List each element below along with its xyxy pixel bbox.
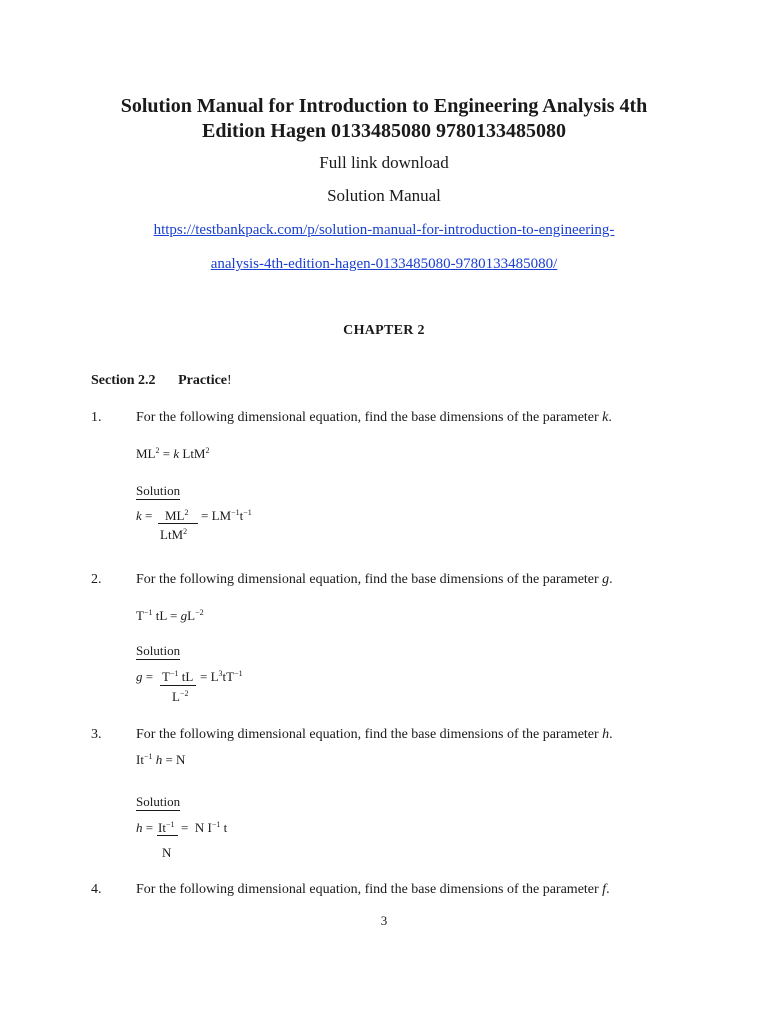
section-heading (91, 373, 232, 389)
problem-3-solution-result: = N $I^{-1}$ t (181, 820, 228, 835)
download-link-text-2[interactable]: analysis-4th-edition-hagen-0133485080-9780133485080/ (210, 256, 558, 272)
full-link-text: Full link download (319, 153, 449, 172)
problem-1-question: For the following dimensional equation, find the base dimensions of the parameter k. (136, 410, 612, 425)
problem-2-solution-numerator: $T^{-1}$ tL (162, 669, 194, 684)
problem-2-solution-result: = $L^3tT^{-1}$ (200, 669, 243, 684)
page-number: 3 (380, 913, 388, 928)
problem-1-solution-numerator: $ML^2$ (165, 508, 189, 523)
problem-3-solution-label: Solution (136, 794, 181, 809)
problem-3-solution-numerator: $It^{-1}$ (158, 820, 175, 835)
problem-1-fraction-bar (158, 523, 198, 524)
problem-1-solution-denominator: LtM$^2$ (160, 527, 188, 542)
section-label: Section 2.2 (91, 373, 156, 388)
download-link-line1[interactable] (0, 219, 768, 239)
chapter-heading-text: CHAPTER 2 (343, 323, 425, 338)
problem-1-equation: $ML^2 = k$ LtM$^2$ (136, 446, 210, 461)
problem-1-number: 1. (91, 410, 102, 425)
problem-3-solution-lhs: h = (136, 820, 154, 835)
solution-manual-text: Solution Manual (327, 186, 441, 205)
problem-3-solution-denominator: N (162, 845, 172, 860)
problem-2-fraction-bar (160, 685, 196, 686)
problem-1-solution-lhs: k = (136, 508, 153, 523)
problem-1-solution-result: = $LM^{-1}t^{-1}$ (201, 508, 252, 523)
document-title-line1: Solution Manual for Introduction to Engineering Analysis 4th (120, 95, 648, 117)
problem-2-equation: $T^{-1}$ tL = $gL^{-2}$ (136, 608, 204, 623)
problem-4-question: For the following dimensional equation, find the base dimensions of the parameter f. (136, 882, 610, 897)
section-practice: Practice (178, 373, 228, 388)
problem-4-number: 4. (91, 882, 102, 897)
problem-3-equation: $It^{-1}$ h = N (136, 752, 186, 767)
problem-3-number: 3. (91, 727, 102, 742)
problem-2-solution-label: Solution (136, 643, 181, 658)
problem-3-question: For the following dimensional equation, find the base dimensions of the parameter h. (136, 727, 613, 742)
problem-1-solution-label: Solution (136, 483, 181, 498)
problem-3-fraction-bar (157, 835, 178, 836)
download-link-line2[interactable] (0, 253, 768, 273)
problem-2-number: 2. (91, 572, 102, 587)
section-bang: ! (227, 373, 232, 388)
problem-2-question: For the following dimensional equation, find the base dimensions of the parameter g. (136, 572, 613, 587)
chapter-heading (0, 319, 768, 339)
document-title-line2: Edition Hagen 0133485080 9780133485080 (202, 120, 566, 142)
problem-2-solution-denominator: $L^{-2}$ (172, 689, 189, 704)
download-link-text-1[interactable]: https://testbankpack.com/p/solution-manual-for-introduction-to-engineering- (153, 222, 615, 238)
problem-2-solution-lhs: g = (136, 669, 154, 684)
